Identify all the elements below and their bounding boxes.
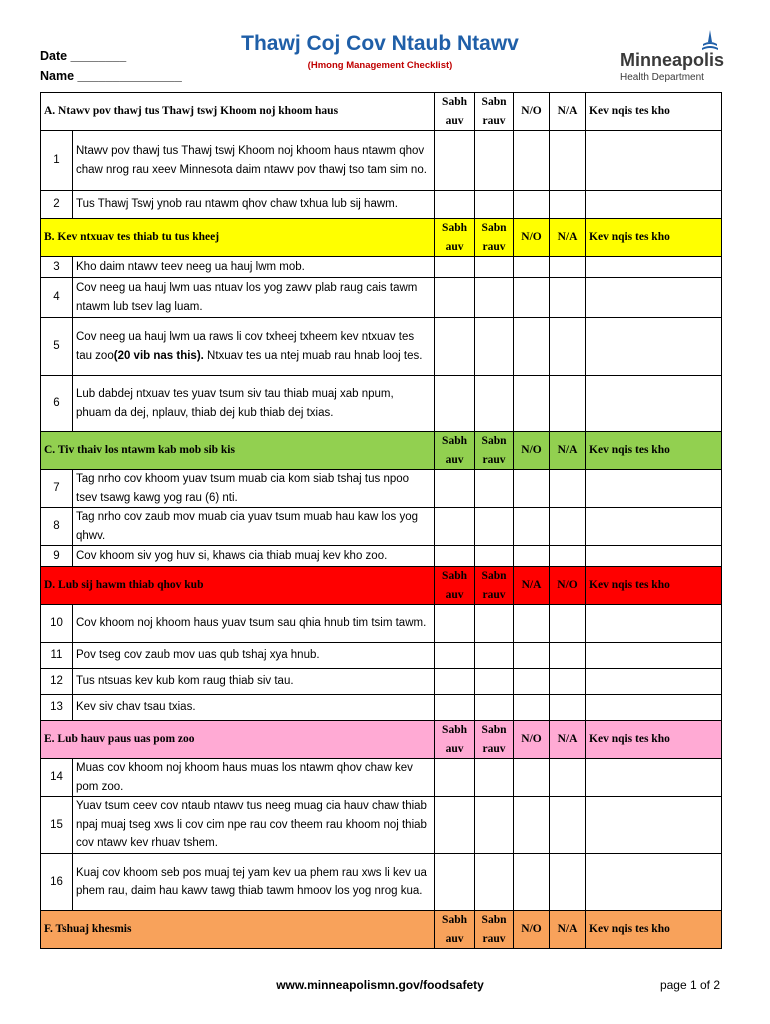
table-row (41, 854, 722, 911)
action-cell[interactable] (586, 546, 722, 567)
check-cell[interactable] (514, 605, 550, 643)
check-cell[interactable] (550, 257, 586, 278)
section-a-header (41, 93, 722, 131)
check-cell[interactable] (514, 470, 550, 508)
col-sabh-auv: Sabh auv (435, 219, 475, 257)
check-cell[interactable] (514, 695, 550, 721)
action-cell[interactable] (586, 797, 722, 854)
col-n-o: N/O (514, 911, 550, 949)
check-cell[interactable] (435, 695, 475, 721)
table-row (41, 131, 722, 191)
check-cell[interactable] (550, 546, 586, 567)
item-text: Ntawv pov thawj tus Thawj tswj Khoom noj khoom haus ntawm qhov chaw nrog rau xeev Minnesota daim ntawv pov thawj tso tam sim no. (73, 131, 435, 191)
col-sabn-rauv: Sabn rauv (475, 567, 514, 605)
col-sabn-rauv: Sabn rauv (475, 432, 514, 470)
col-n-o: N/O (514, 93, 550, 131)
check-cell[interactable] (475, 191, 514, 219)
check-cell[interactable] (435, 470, 475, 508)
footer-url[interactable]: www.minneapolismn.gov/foodsafety (276, 978, 484, 992)
col-sabh-auv: Sabh auv (435, 911, 475, 949)
check-cell[interactable] (435, 546, 475, 567)
section-f-header (41, 911, 722, 949)
name-field[interactable]: Name _______________ (40, 69, 182, 83)
check-cell[interactable] (550, 318, 586, 376)
check-cell[interactable] (475, 643, 514, 669)
section-d-header (41, 567, 722, 605)
item-text: Kev siv chav tsau txias. (73, 695, 435, 721)
check-cell[interactable] (435, 508, 475, 546)
item-text (73, 318, 435, 376)
col-sabn-rauv: Sabn rauv (475, 721, 514, 759)
item-number: 14 (41, 759, 73, 797)
action-cell[interactable] (586, 643, 722, 669)
check-cell[interactable] (514, 797, 550, 854)
check-cell[interactable] (475, 759, 514, 797)
page-subtitle: (Hmong Management Checklist) (307, 60, 453, 71)
item-text-bold: (20 vib nas this). (113, 349, 204, 362)
item-number: 4 (41, 278, 73, 318)
item-text: Cov khoom siv yog huv si, khaws cia thiab muaj kev kho zoo. (73, 546, 435, 567)
check-cell[interactable] (475, 546, 514, 567)
item-text: Kuaj cov khoom seb pos muaj tej yam kev ua phem rau xws li kev ua phem rau, daim hau kawv tawg thiab tawm hmoov los yog nrog kua. (73, 854, 435, 911)
action-cell[interactable] (586, 278, 722, 318)
check-cell[interactable] (550, 854, 586, 911)
section-title: F. Tshuaj khesmis (41, 911, 435, 949)
item-text: Kho daim ntawv teev neeg ua hauj lwm mob. (73, 257, 435, 278)
check-cell[interactable] (514, 278, 550, 318)
check-cell[interactable] (435, 797, 475, 854)
table-row (41, 278, 722, 318)
check-cell[interactable] (435, 759, 475, 797)
check-cell[interactable] (550, 797, 586, 854)
check-cell[interactable] (435, 854, 475, 911)
check-cell[interactable] (550, 669, 586, 695)
item-number: 11 (41, 643, 73, 669)
minneapolis-logo-icon (700, 30, 720, 52)
check-cell[interactable] (475, 797, 514, 854)
col-n-a: N/A (550, 721, 586, 759)
table-row (41, 669, 722, 695)
check-cell[interactable] (475, 605, 514, 643)
check-cell[interactable] (514, 854, 550, 911)
table-row (41, 797, 722, 854)
check-cell[interactable] (514, 318, 550, 376)
check-cell[interactable] (514, 508, 550, 546)
item-number: 7 (41, 470, 73, 508)
item-text: Tus ntsuas kev kub kom raug thiab siv tau. (73, 669, 435, 695)
minneapolis-logo (620, 30, 730, 90)
col-kev-nqis-tes-kho: Kev nqis tes kho (586, 911, 722, 949)
col-kev-nqis-tes-kho: Kev nqis tes kho (586, 432, 722, 470)
check-cell[interactable] (514, 546, 550, 567)
table-row (41, 257, 722, 278)
table-row (41, 546, 722, 567)
item-text: Cov khoom noj khoom haus yuav tsum sau qhia hnub tim tsim tawm. (73, 605, 435, 643)
check-cell[interactable] (550, 605, 586, 643)
item-number: 1 (41, 131, 73, 191)
check-cell[interactable] (435, 318, 475, 376)
check-cell[interactable] (435, 278, 475, 318)
check-cell[interactable] (475, 318, 514, 376)
col-n-a: N/A (550, 93, 586, 131)
check-cell[interactable] (475, 669, 514, 695)
section-title: C. Tiv thaiv los ntawm kab mob sib kis (41, 432, 435, 470)
date-field[interactable]: Date ________ (40, 49, 127, 63)
check-cell[interactable] (475, 695, 514, 721)
item-text: Tag nrho cov khoom yuav tsum muab cia kom siab tshaj tus npoo tsev tsawg kawg yog rau (6) nti. (73, 470, 435, 508)
action-cell[interactable] (586, 376, 722, 432)
check-cell[interactable] (514, 191, 550, 219)
item-number: 12 (41, 669, 73, 695)
logo-subtitle: Health Department (620, 72, 704, 83)
table-row (41, 605, 722, 643)
item-number: 6 (41, 376, 73, 432)
table-row (41, 470, 722, 508)
col-sabn-rauv: Sabn rauv (475, 911, 514, 949)
item-text-part: Ntxuav tes ua ntej muab rau hnab looj tes. (203, 349, 423, 362)
item-number: 15 (41, 797, 73, 854)
check-cell[interactable] (435, 257, 475, 278)
check-cell[interactable] (475, 470, 514, 508)
col-n-o: N/O (514, 432, 550, 470)
check-cell[interactable] (550, 376, 586, 432)
action-cell[interactable] (586, 605, 722, 643)
item-number: 8 (41, 508, 73, 546)
check-cell[interactable] (435, 669, 475, 695)
col-kev-nqis-tes-kho: Kev nqis tes kho (586, 93, 722, 131)
col-n-a: N/A (550, 911, 586, 949)
table-row (41, 318, 722, 376)
col-n-o: N/O (514, 219, 550, 257)
check-cell[interactable] (514, 131, 550, 191)
checklist-table (40, 92, 722, 949)
action-cell[interactable] (586, 508, 722, 546)
section-title: E. Lub hauv paus uas pom zoo (41, 721, 435, 759)
check-cell[interactable] (550, 759, 586, 797)
section-e-header (41, 721, 722, 759)
check-cell[interactable] (435, 191, 475, 219)
item-number: 13 (41, 695, 73, 721)
check-cell[interactable] (514, 759, 550, 797)
table-row (41, 191, 722, 219)
check-cell[interactable] (514, 669, 550, 695)
check-cell[interactable] (435, 643, 475, 669)
item-number: 3 (41, 257, 73, 278)
action-cell[interactable] (586, 191, 722, 219)
col-sabh-auv: Sabh auv (435, 567, 475, 605)
action-cell[interactable] (586, 669, 722, 695)
col-n-o: N/O (514, 721, 550, 759)
table-row (41, 695, 722, 721)
check-cell[interactable] (550, 191, 586, 219)
col-kev-nqis-tes-kho: Kev nqis tes kho (586, 721, 722, 759)
action-cell[interactable] (586, 695, 722, 721)
col-sabh-auv: Sabh auv (435, 93, 475, 131)
col-n-o: N/O (550, 567, 586, 605)
item-number: 16 (41, 854, 73, 911)
section-title: A. Ntawv pov thawj tus Thawj tswj Khoom noj khoom haus (41, 93, 435, 131)
item-number: 10 (41, 605, 73, 643)
action-cell[interactable] (586, 257, 722, 278)
action-cell[interactable] (586, 470, 722, 508)
logo-name: Minneapolis (620, 50, 725, 70)
item-number: 9 (41, 546, 73, 567)
check-cell[interactable] (435, 131, 475, 191)
page-number: page 1 of 2 (659, 978, 720, 992)
check-cell[interactable] (475, 278, 514, 318)
header-fields (40, 46, 182, 86)
col-kev-nqis-tes-kho: Kev nqis tes kho (586, 219, 722, 257)
check-cell[interactable] (435, 376, 475, 432)
check-cell[interactable] (475, 376, 514, 432)
item-text: Pov tseg cov zaub mov uas qub tshaj xya hnub. (73, 643, 435, 669)
check-cell[interactable] (475, 508, 514, 546)
col-sabh-auv: Sabh auv (435, 432, 475, 470)
section-b-header (41, 219, 722, 257)
action-cell[interactable] (586, 854, 722, 911)
check-cell[interactable] (514, 376, 550, 432)
item-text: Tus Thawj Tswj ynob rau ntawm qhov chaw txhua lub sij hawm. (73, 191, 435, 219)
check-cell[interactable] (475, 854, 514, 911)
check-cell[interactable] (550, 278, 586, 318)
check-cell[interactable] (475, 131, 514, 191)
item-number: 5 (41, 318, 73, 376)
item-number: 2 (41, 191, 73, 219)
col-sabn-rauv: Sabn rauv (475, 93, 514, 131)
item-text-part: Cov neeg ua hauj lwm ua raws li cov txheej txheem kev ntxuav tes tau zoo (76, 331, 415, 362)
check-cell[interactable] (550, 470, 586, 508)
table-row (41, 759, 722, 797)
action-cell[interactable] (586, 131, 722, 191)
col-n-a: N/A (514, 567, 550, 605)
check-cell[interactable] (550, 643, 586, 669)
col-kev-nqis-tes-kho: Kev nqis tes kho (586, 567, 722, 605)
item-text: Tag nrho cov zaub mov muab cia yuav tsum muab hau kaw los yog qhwv. (73, 508, 435, 546)
table-row (41, 376, 722, 432)
check-cell[interactable] (550, 695, 586, 721)
section-c-header (41, 432, 722, 470)
col-n-a: N/A (550, 432, 586, 470)
item-text: Muas cov khoom noj khoom haus muas los ntawm qhov chaw kev pom zoo. (73, 759, 435, 797)
action-cell[interactable] (586, 759, 722, 797)
col-sabh-auv: Sabh auv (435, 721, 475, 759)
section-title: D. Lub sij hawm thiab qhov kub (41, 567, 435, 605)
check-cell[interactable] (475, 257, 514, 278)
check-cell[interactable] (514, 643, 550, 669)
check-cell[interactable] (514, 257, 550, 278)
item-text: Cov neeg ua hauj lwm uas ntuav los yog zawv plab raug cais tawm ntawm lub tsev lag luam. (73, 278, 435, 318)
section-title: B. Kev ntxuav tes thiab tu tus kheej (41, 219, 435, 257)
check-cell[interactable] (435, 605, 475, 643)
col-n-a: N/A (550, 219, 586, 257)
page-title: Thawj Coj Cov Ntaub Ntawv (241, 32, 519, 55)
table-row (41, 508, 722, 546)
col-sabn-rauv: Sabn rauv (475, 219, 514, 257)
check-cell[interactable] (550, 508, 586, 546)
item-text: Yuav tsum ceev cov ntaub ntawv tus neeg muag cia hauv chaw thiab npaj muaj tseg xws li cov cim npe rau cov theem rau khoom noj thiab cov ntawv kev rhuav tshem. (73, 797, 435, 854)
check-cell[interactable] (550, 131, 586, 191)
action-cell[interactable] (586, 318, 722, 376)
item-text: Lub dabdej ntxuav tes yuav tsum siv tau thiab muaj xab npum, phuam da dej, nplauv, thiab dej kub thiab dej txias. (73, 376, 435, 432)
table-row (41, 643, 722, 669)
